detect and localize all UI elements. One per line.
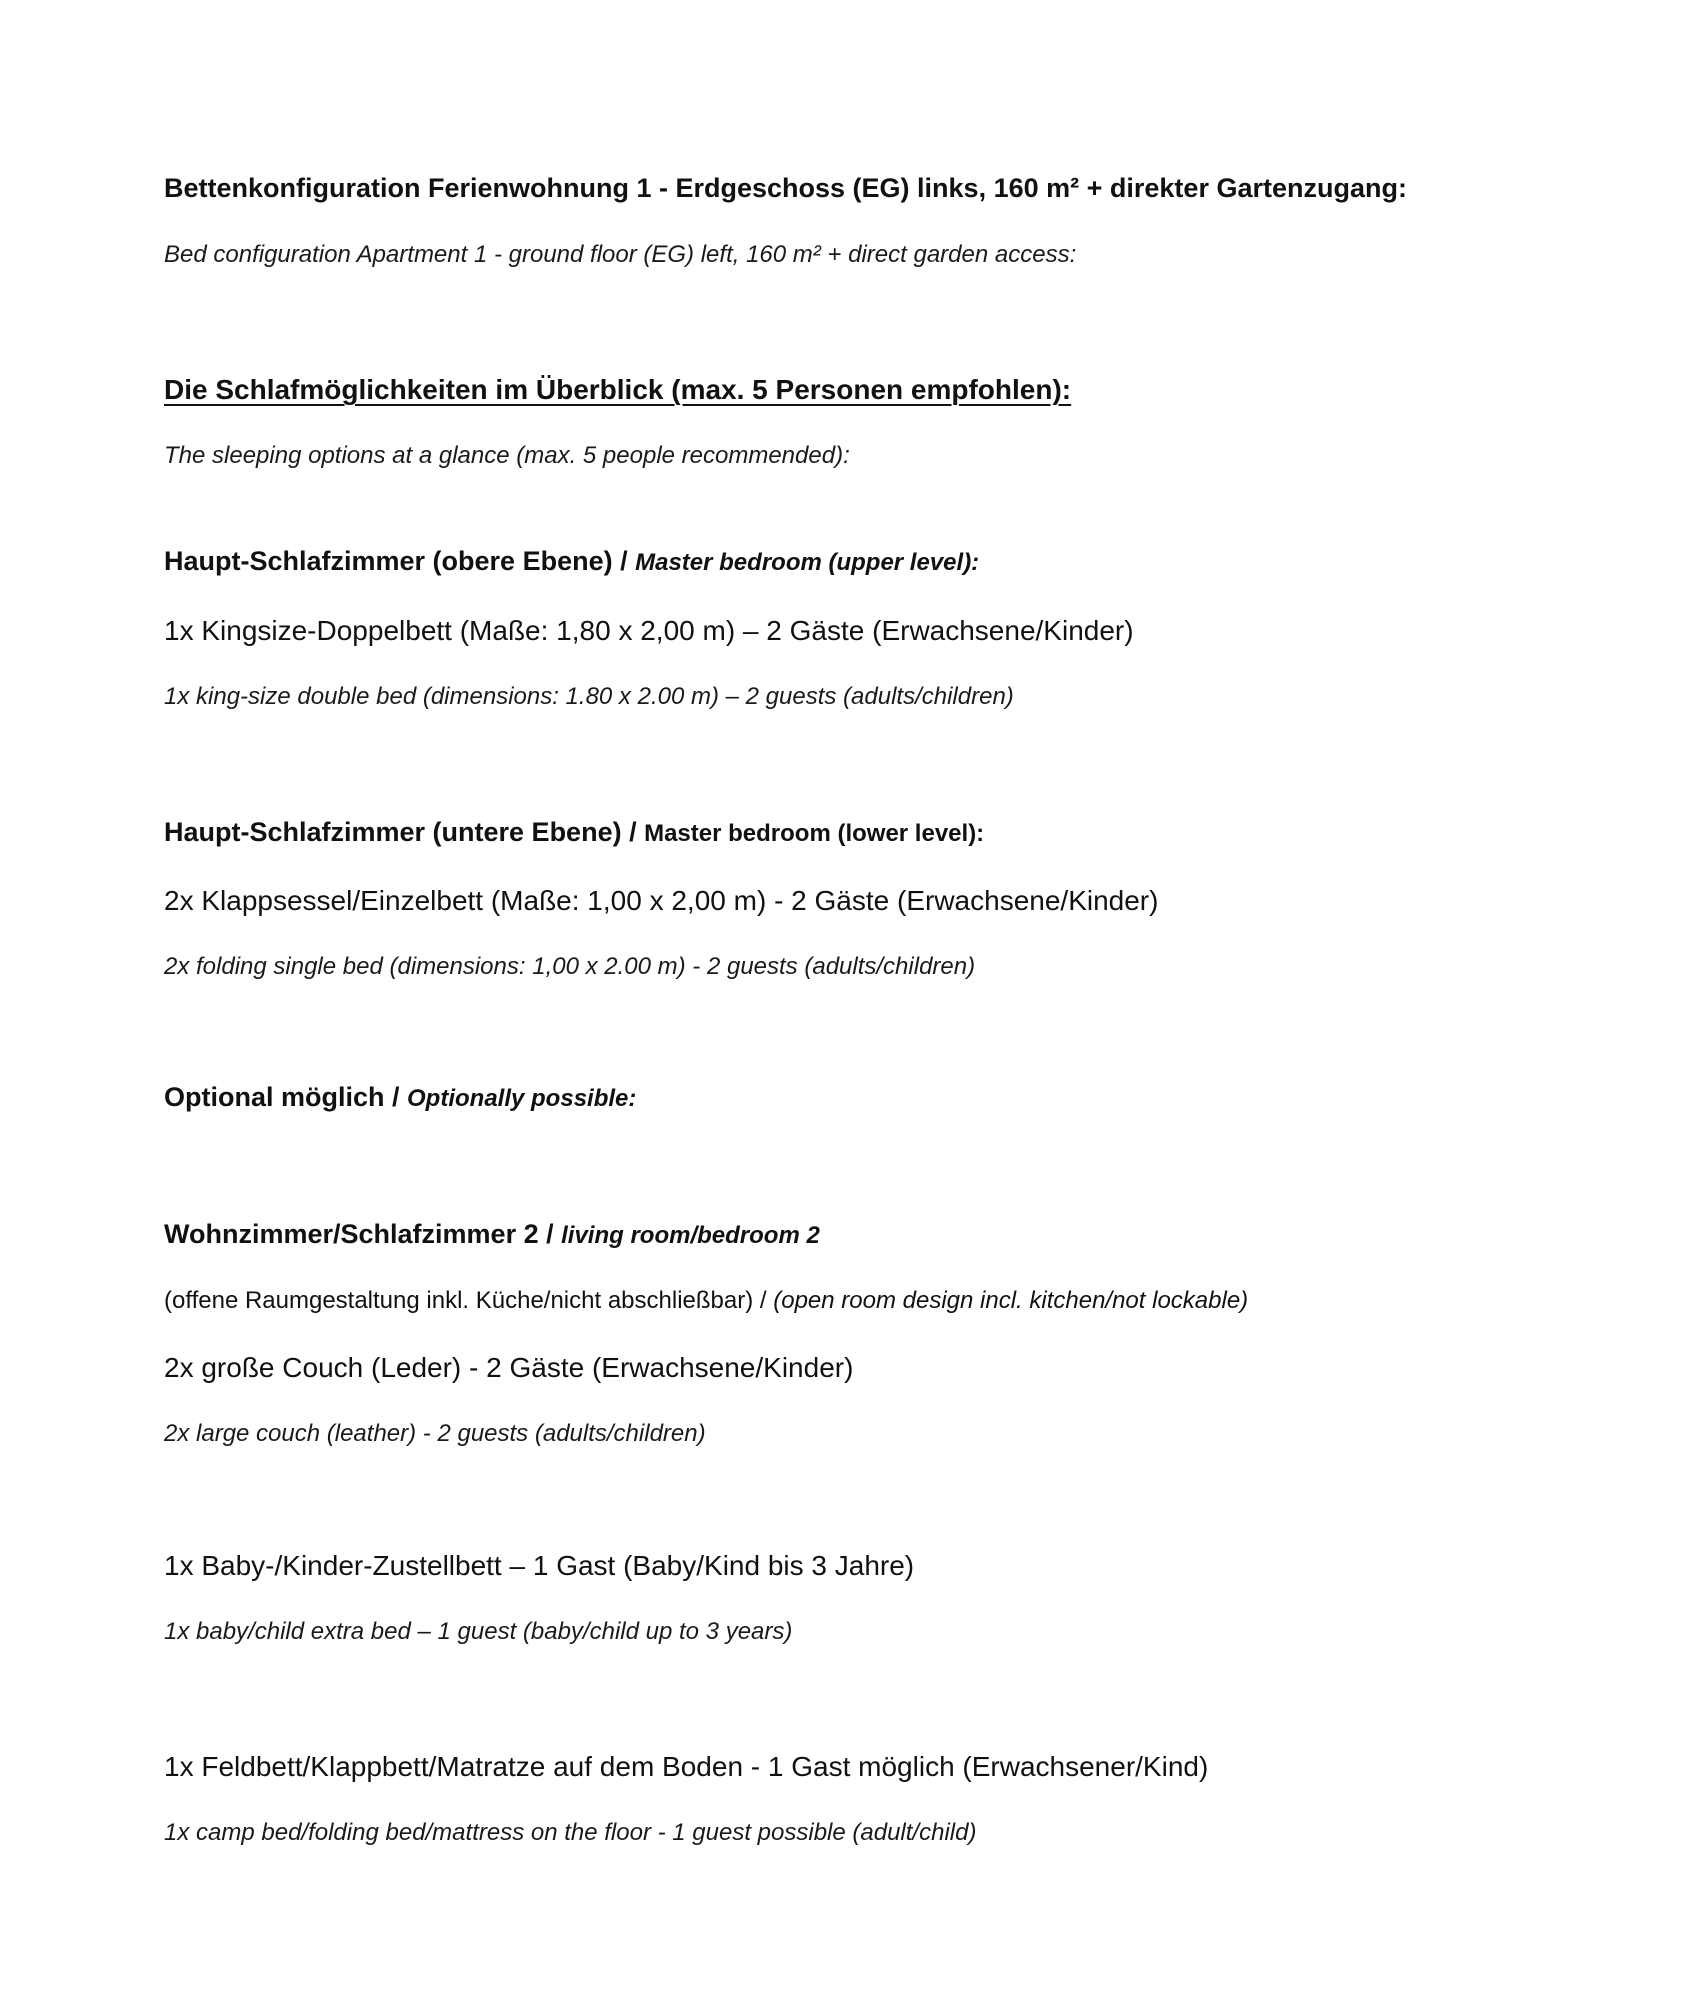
upper-bedroom-heading-english: Master bedroom (upper level): <box>635 549 980 576</box>
title-english: Bed configuration Apartment 1 - ground floor (EG) left, 160 m² + direct garden access: <box>164 241 1077 268</box>
living-room-line-german: 2x große Couch (Leder) - 2 Gäste (Erwachsene/Kinder) <box>164 1352 854 1383</box>
heading-separator: / <box>538 1219 562 1249</box>
overview-heading-german: Die Schlafmöglichkeiten im Überblick (max. 5 Personen empfohlen): <box>164 374 1072 405</box>
lower-bedroom-heading <box>164 816 984 849</box>
lower-bedroom-line-german: 2x Klappsessel/Einzelbett (Maße: 1,00 x 2,00 m) - 2 Gäste (Erwachsene/Kinder) <box>164 885 1159 916</box>
upper-bedroom-heading-german: Haupt-Schlafzimmer (obere Ebene) <box>164 546 613 576</box>
living-room-note-german: (offene Raumgestaltung inkl. Küche/nicht abschließbar) <box>164 1287 754 1314</box>
lower-bedroom-heading-english: Master bedroom (lower level): <box>644 820 985 847</box>
optional-heading-english: Optionally possible: <box>407 1085 637 1112</box>
lower-bedroom-line-english: 2x folding single bed (dimensions: 1,00 x 2.00 m) - 2 guests (adults/children) <box>164 953 976 980</box>
camp-bed-line-english: 1x camp bed/folding bed/mattress on the floor - 1 guest possible (adult/child) <box>164 1819 977 1846</box>
heading-separator: / <box>621 817 645 847</box>
optional-heading-german: Optional möglich <box>164 1082 385 1112</box>
baby-bed-line-english: 1x baby/child extra bed – 1 guest (baby/child up to 3 years) <box>164 1618 793 1645</box>
living-room-line-english: 2x large couch (leather) - 2 guests (adults/children) <box>164 1420 706 1447</box>
living-room-heading <box>164 1218 820 1251</box>
living-room-note <box>164 1287 1248 1316</box>
upper-bedroom-line-german: 1x Kingsize-Doppelbett (Maße: 1,80 x 2,00 m) – 2 Gäste (Erwachsene/Kinder) <box>164 615 1134 646</box>
title-german: Bettenkonfiguration Ferienwohnung 1 - Erdgeschoss (EG) links, 160 m² + direkter Gartenzugang: <box>164 173 1407 203</box>
overview-heading-english: The sleeping options at a glance (max. 5 people recommended): <box>164 442 850 469</box>
heading-separator: / <box>612 546 636 576</box>
heading-separator: / <box>384 1082 408 1112</box>
living-room-heading-english: living room/bedroom 2 <box>561 1222 820 1249</box>
lower-bedroom-heading-german: Haupt-Schlafzimmer (untere Ebene) <box>164 817 622 847</box>
camp-bed-line-german: 1x Feldbett/Klappbett/Matratze auf dem Boden - 1 Gast möglich (Erwachsener/Kind) <box>164 1751 1209 1782</box>
upper-bedroom-heading <box>164 545 979 578</box>
baby-bed-line-german: 1x Baby-/Kinder-Zustellbett – 1 Gast (Baby/Kind bis 3 Jahre) <box>164 1550 915 1581</box>
living-room-note-english: (open room design incl. kitchen/not lockable) <box>773 1287 1249 1314</box>
note-separator: / <box>753 1287 774 1314</box>
upper-bedroom-line-english: 1x king-size double bed (dimensions: 1.80 x 2.00 m) – 2 guests (adults/children) <box>164 683 1014 710</box>
living-room-heading-german: Wohnzimmer/Schlafzimmer 2 <box>164 1219 539 1249</box>
optional-heading <box>164 1081 636 1114</box>
